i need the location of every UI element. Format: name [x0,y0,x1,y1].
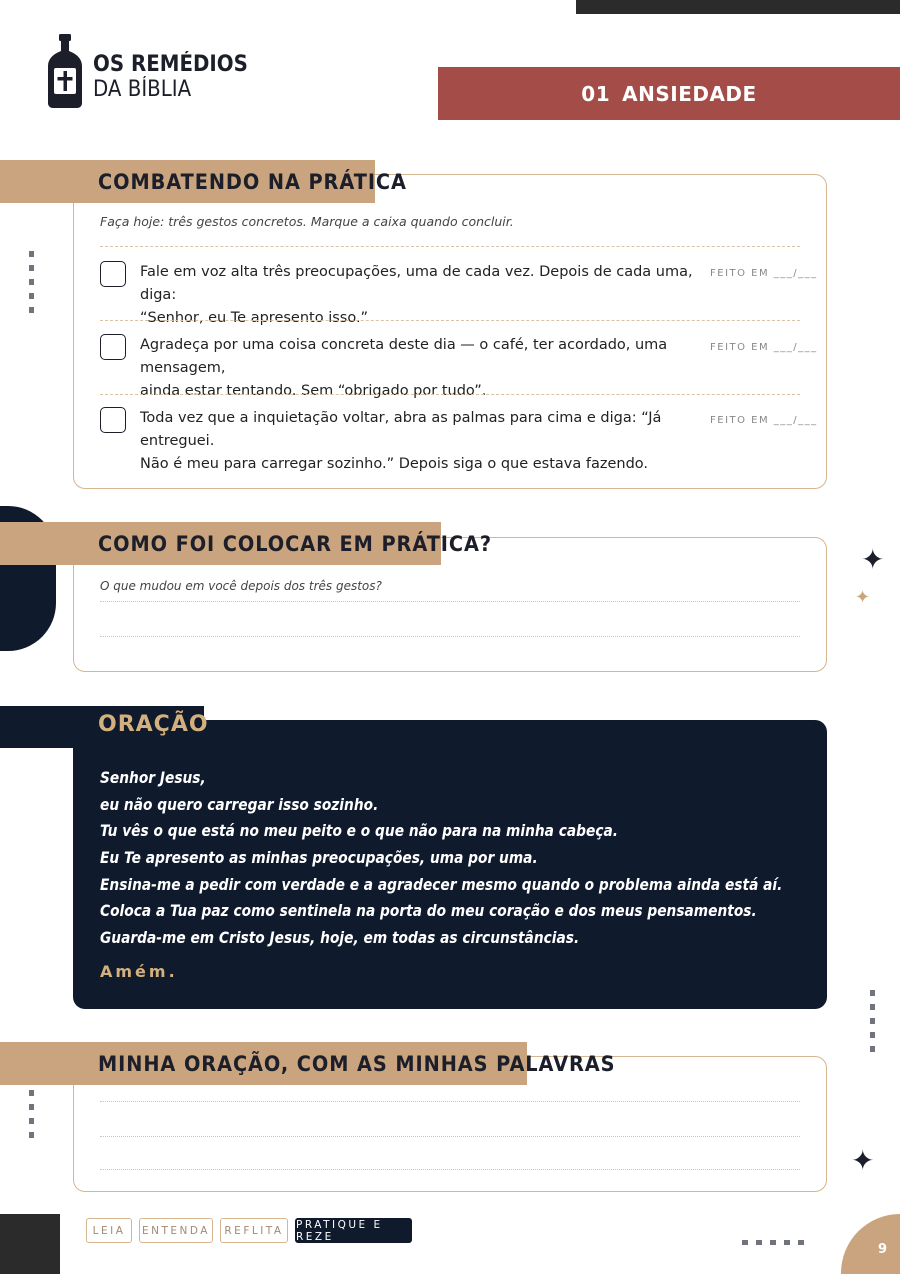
prayer-line: Coloca a Tua paz como sentinela na porta do meu coração e dos meus pensamentos. [100,901,757,920]
decorative-dots [29,1090,34,1138]
nav-tab-pratique-e-reze[interactable]: PRATIQUE E REZE [295,1218,412,1243]
logo-title-line2: DA BÍBLIA [93,77,192,102]
decorative-dots [742,1240,804,1245]
footer-decorative-block [0,1214,60,1274]
task-2-done-label: FEITO EM ___/___ [710,342,818,353]
sparkle-icon: ✦ [851,1144,875,1177]
my-prayer-section-title [0,1042,616,1085]
writing-line[interactable] [100,601,800,602]
prayer-line: eu não quero carregar isso sozinho. [100,795,379,814]
prayer-line: Guarda-me em Cristo Jesus, hoje, em todas as circunstâncias. [100,928,580,947]
my-prayer-title-text: MINHA ORAÇÃO, COM AS MINHAS PALAVRAS [98,1051,616,1076]
reflection-title-text: COMO FOI COLOCAR EM PRÁTICA? [98,531,493,556]
decorative-dots [29,251,34,313]
divider [100,394,800,395]
prayer-amen: Amém. [100,962,178,981]
prayer-line: Eu Te apresento as minhas preocupações, uma por uma. [100,848,538,867]
task-3-text [140,407,695,476]
writing-line[interactable] [100,1136,800,1137]
practice-hint: Faça hoje: três gestos concretos. Marque a caixa quando concluir. [100,214,514,229]
divider [100,246,800,247]
writing-line[interactable] [100,1101,800,1102]
task-2-text [140,334,695,403]
sparkle-small-icon: ✦ [855,587,871,608]
prayer-title: ORAÇÃO [98,712,209,737]
task-3-line2: Não é meu para carregar sozinho.” Depois siga o que estava fazendo. [140,456,649,472]
task-1-line2: “Senhor, eu Te apresento isso.” [140,310,369,326]
prayer-line: Tu vês o que está no meu peito e o que não para na minha cabeça. [100,821,619,840]
task-checkbox-1[interactable] [100,261,126,287]
task-1-done-label: FEITO EM ___/___ [710,268,818,279]
divider [100,320,800,321]
chapter-number: 01 [581,81,611,106]
chapter-banner [438,67,900,120]
task-checkbox-2[interactable] [100,334,126,360]
practice-title-text: COMBATENDO NA PRÁTICA [98,169,407,194]
chapter-title: ANSIEDADE [622,81,757,106]
logo-title-line1: OS REMÉDIOS [93,52,248,77]
task-2-line2: ainda estar tentando. Sem “obrigado por tudo”. [140,383,487,399]
nav-tab-leia[interactable]: LEIA [86,1218,132,1243]
page-number: 9 [878,1242,888,1257]
nav-tab-reflita[interactable]: REFLITA [220,1218,288,1243]
page-corner-circle [841,1214,900,1274]
task-checkbox-3[interactable] [100,407,126,433]
nav-tab-entenda[interactable]: ENTENDA [139,1218,213,1243]
reflection-section-title [0,522,493,565]
bottle-cross-icon [46,33,84,109]
writing-line[interactable] [100,1169,800,1170]
task-1-line1: Fale em voz alta três preocupações, uma de cada vez. Depois de cada uma, diga: [140,264,693,303]
decorative-dots [870,990,875,1052]
top-decorative-bar [576,0,900,14]
practice-section-title [0,160,407,203]
sparkle-icon: ✦ [861,543,885,576]
task-2-line1: Agradeça por uma coisa concreta deste dia — o café, ter acordado, uma mensagem, [140,337,668,376]
prayer-line: Senhor Jesus, [100,768,206,787]
prayer-line: Ensina-me a pedir com verdade e a agradecer mesmo quando o problema ainda está aí. [100,875,783,894]
reflection-hint: O que mudou em você depois dos três gestos? [100,579,382,593]
task-3-line1: Toda vez que a inquietação voltar, abra as palmas para cima e diga: “Já entreguei. [140,410,662,449]
writing-line[interactable] [100,636,800,637]
task-3-done-label: FEITO EM ___/___ [710,415,818,426]
